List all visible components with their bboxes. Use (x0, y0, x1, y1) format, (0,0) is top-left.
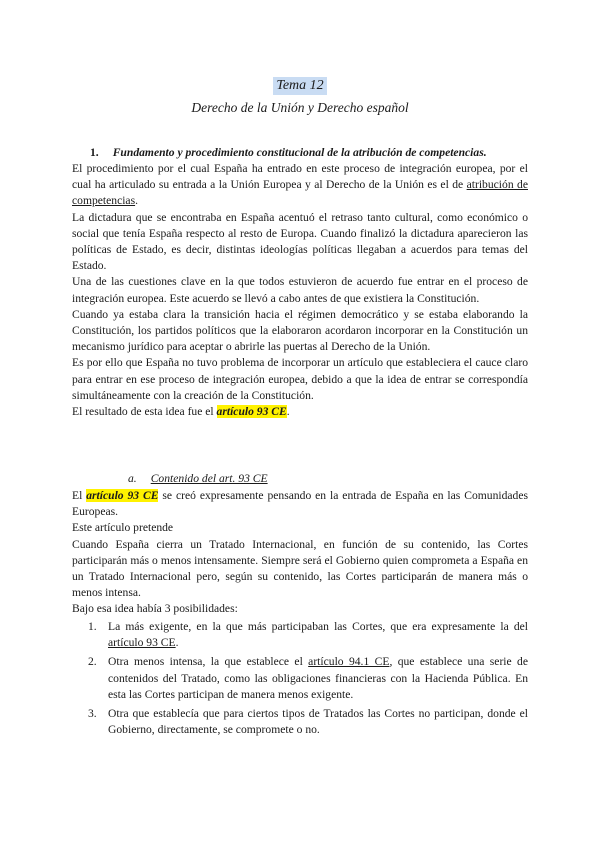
section-1-title: Fundamento y procedimiento constitucional de la atribución de competencias. (112, 146, 487, 159)
paragraph (72, 161, 528, 210)
section-1-body (72, 161, 528, 420)
section-a-heading (128, 471, 268, 487)
text-run: . (135, 194, 138, 208)
paragraph: Bajo esa idea había 3 posibilidades: (72, 602, 238, 616)
text-run: se creó expresamente pensando en la entrada de España en las Comunidades Europeas. (72, 489, 528, 519)
text-run: El procedimiento por el cual España ha entrado en este proceso de integración europea, por el cual ha articulado su entrada a la Unión Europea y al Derecho de la Unión es el de (72, 162, 528, 192)
paragraph: La dictadura que se encontraba en España acentuó el retraso tanto cultural, como económico o social que tenía España respecto al resto de Europa. Cuando finalizó la dictadura aparecieron las políticas de Estado, es decir, distintas ideologías políticas llegaban a acuerdos para temas del Estado. (72, 210, 528, 273)
title-wrap (0, 76, 600, 95)
section-a-title: Contenido del art. 93 CE (150, 472, 268, 485)
text-run: Otra que establecía que para ciertos tipos de Tratados las Cortes no participan, donde el Gobierno, directamente, se compromete o no. (108, 707, 528, 737)
highlighted-term: artículo 93 CE (86, 489, 159, 502)
paragraph: Cuando España cierra un Tratado Internacional, en función de su contenido, las Cortes participarán más o menos intensamente. Siempre será el Gobierno quien comprometa a España en un Tratado Internacional pero, según su contenido, las Cortes participarán de manera más o menos intensa. (72, 537, 528, 600)
page-subtitle: Derecho de la Unión y Derecho español (191, 100, 409, 115)
underlined-term: atribución de competencias (72, 178, 528, 208)
list-item (72, 706, 528, 738)
possibilities-list (72, 619, 528, 741)
text-run: Otra menos intensa, la que establece el (108, 655, 309, 669)
page-title: Tema 12 (273, 77, 326, 95)
list-number: 1. (88, 620, 97, 633)
paragraph (72, 404, 528, 420)
highlighted-term: artículo 93 CE (216, 405, 287, 419)
text-run: . (286, 405, 290, 419)
section-1-number: 1. (90, 146, 99, 159)
section-a-body (72, 488, 528, 618)
text-run: El (72, 489, 87, 502)
paragraph: Cuando ya estaba clara la transición hacia el régimen democrático y se estaba elaborando la Constitución, los partidos políticos que la elaboraron acordaron incorporar en la Constitución un mecanismo jurídico para aceptar o abrirle las puertas al Derecho de la Unión. (72, 307, 528, 354)
paragraph: Es por ello que España no tuvo problema de incorporar un artículo que estableciera el cauce claro para entrar en ese proceso de integración europea, debido a que la idea de entrar se correspondía simultáneamente con la creación de la Constitución. (72, 356, 528, 402)
section-a-letter: a. (128, 472, 137, 485)
text-run: , que establece una serie de contenidos del Tratado, como las obligaciones financieras con la Hacienda Pública. En esta las Cortes participan de manera menos exigente. (108, 655, 528, 701)
list-number: 3. (88, 707, 97, 721)
underlined-term: artículo 94.1 CE (308, 655, 390, 669)
list-number: 2. (88, 655, 97, 669)
section-1-heading (90, 145, 487, 161)
list-item (72, 619, 528, 651)
text-run: . (175, 636, 179, 650)
paragraph: Una de las cuestiones clave en la que todos estuvieron de acuerdo fue entrar en el proceso de integración europea. Este acuerdo se llevó a cabo antes de que existiera la Constitución. (72, 275, 528, 305)
text-run: La más exigente, en la que más participaban las Cortes, que era expresamente la del (108, 620, 528, 633)
list-item (72, 654, 528, 703)
paragraph (72, 488, 528, 520)
text-run: El resultado de esta idea fue el (72, 405, 217, 419)
paragraph: Este artículo pretende (72, 521, 174, 535)
underlined-term: artículo 93 CE (108, 636, 176, 650)
